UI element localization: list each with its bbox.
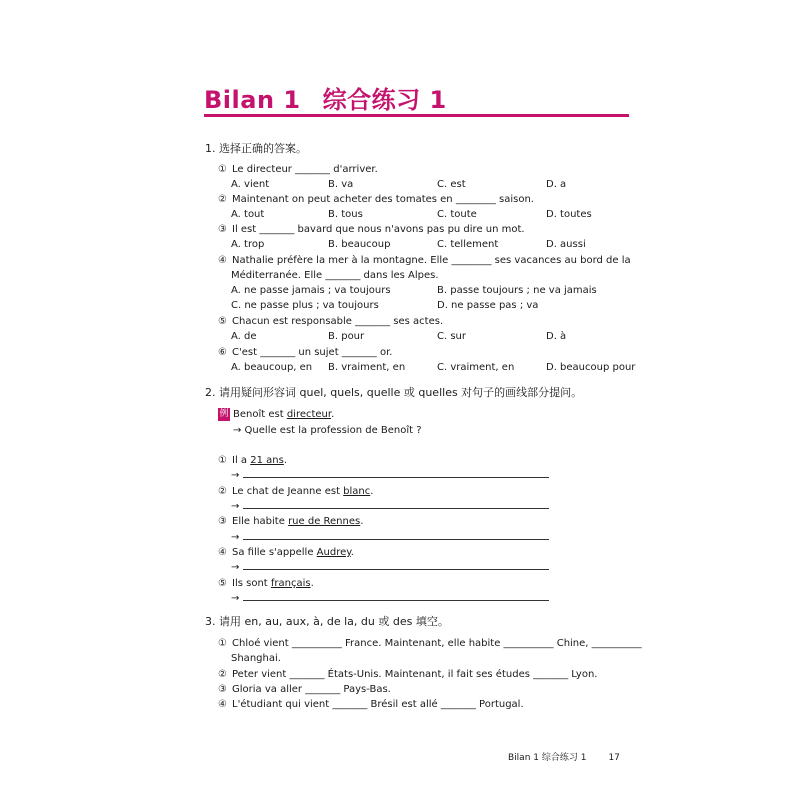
question-1: ① Le directeur _______ d'arriver. <box>218 164 378 175</box>
rewrite-item-4: ④ Sa fille s'appelle Audrey. <box>218 547 354 558</box>
question-5: ⑤ Chacun est responsable _______ ses actes. <box>218 316 444 327</box>
fill-item-3: ③ Gloria va aller _______ Pays-Bas. <box>218 684 391 695</box>
page-title <box>204 80 447 115</box>
q1-option-a[interactable]: A. vient <box>231 179 270 190</box>
example-sentence: 例 Benoît est directeur. <box>219 409 335 420</box>
q1-option-d[interactable]: D. a <box>546 179 567 190</box>
question-6: ⑥ C'est _______ un sujet _______ or. <box>218 347 393 358</box>
answer-field-2[interactable]: → <box>231 500 549 513</box>
rewrite-item-3: ③ Elle habite rue de Rennes. <box>218 516 364 527</box>
q3-option-b[interactable]: B. beaucoup <box>328 239 391 250</box>
q3-option-d[interactable]: D. aussi <box>546 239 586 250</box>
footer-label: Bilan 1 综合练习 1 <box>508 753 587 763</box>
q2-option-a[interactable]: A. tout <box>231 209 265 220</box>
q1-option-c[interactable]: C. est <box>437 179 466 190</box>
q2-option-d[interactable]: D. toutes <box>546 209 592 220</box>
rewrite-item-5: ⑤ Ils sont français. <box>218 578 314 589</box>
section-3-heading: 3. 请用 en, au, aux, à, de la, du 或 des 填空。 <box>205 615 449 628</box>
page-number: 17 <box>608 753 620 763</box>
question-4-continued: Méditerranée. Elle _______ dans les Alpes. <box>231 270 439 281</box>
example-answer: → Quelle est la profession de Benoît ? <box>233 425 422 436</box>
example-badge: 例 <box>219 409 229 419</box>
q5-option-b[interactable]: B. pour <box>328 331 365 342</box>
q4-option-c[interactable]: C. ne passe plus ; va toujours <box>231 300 379 311</box>
q2-option-b[interactable]: B. tous <box>328 209 363 220</box>
q4-option-d[interactable]: D. ne passe pas ; va <box>437 300 539 311</box>
question-4: ④ Nathalie préfère la mer à la montagne. Elle ________ ses vacances au bord de la <box>218 255 631 266</box>
q3-option-a[interactable]: A. trop <box>231 239 265 250</box>
q4-option-b[interactable]: B. passe toujours ; ne va jamais <box>437 285 597 296</box>
title-french: Bilan 1 <box>204 86 301 114</box>
q1-option-b[interactable]: B. va <box>328 179 354 190</box>
q4-option-a[interactable]: A. ne passe jamais ; va toujours <box>231 285 391 296</box>
section-1-heading: 1. 选择正确的答案。 <box>205 142 307 155</box>
q3-option-c[interactable]: C. tellement <box>437 239 499 250</box>
rewrite-item-1: ① Il a 21 ans. <box>218 455 287 466</box>
q6-option-c[interactable]: C. vraiment, en <box>437 362 515 373</box>
fill-item-1: ① Chloé vient __________ France. Maintenant, elle habite __________ Chine, __________ <box>218 638 642 649</box>
q6-option-b[interactable]: B. vraiment, en <box>328 362 406 373</box>
q2-option-c[interactable]: C. toute <box>437 209 477 220</box>
fill-item-4: ④ L'étudiant qui vient _______ Brésil est allé _______ Portugal. <box>218 699 524 710</box>
fill-item-2: ② Peter vient _______ États-Unis. Maintenant, il fait ses études _______ Lyon. <box>218 669 598 680</box>
answer-field-5[interactable]: → <box>231 592 549 605</box>
answer-field-4[interactable]: → <box>231 561 549 574</box>
q5-option-c[interactable]: C. sur <box>437 331 466 342</box>
q5-option-a[interactable]: A. de <box>231 331 257 342</box>
title-chinese: 综合练习 1 <box>322 86 447 114</box>
q5-option-d[interactable]: D. à <box>546 331 567 342</box>
answer-field-1[interactable]: → <box>231 469 549 482</box>
answer-field-3[interactable]: → <box>231 531 549 544</box>
fill-item-1-continued: Shanghai. <box>231 653 281 664</box>
question-2: ② Maintenant on peut acheter des tomates en ________ saison. <box>218 194 534 205</box>
section-2-heading: 2. 请用疑问形容词 quel, quels, quelle 或 quelles 对句子的画线部分提问。 <box>205 386 583 399</box>
q6-option-d[interactable]: D. beaucoup pour <box>546 362 636 373</box>
title-underline <box>204 114 629 117</box>
rewrite-item-2: ② Le chat de Jeanne est blanc. <box>218 486 374 497</box>
q6-option-a[interactable]: A. beaucoup, en <box>231 362 313 373</box>
question-3: ③ Il est _______ bavard que nous n'avons pas pu dire un mot. <box>218 224 525 235</box>
page-footer <box>508 750 620 763</box>
